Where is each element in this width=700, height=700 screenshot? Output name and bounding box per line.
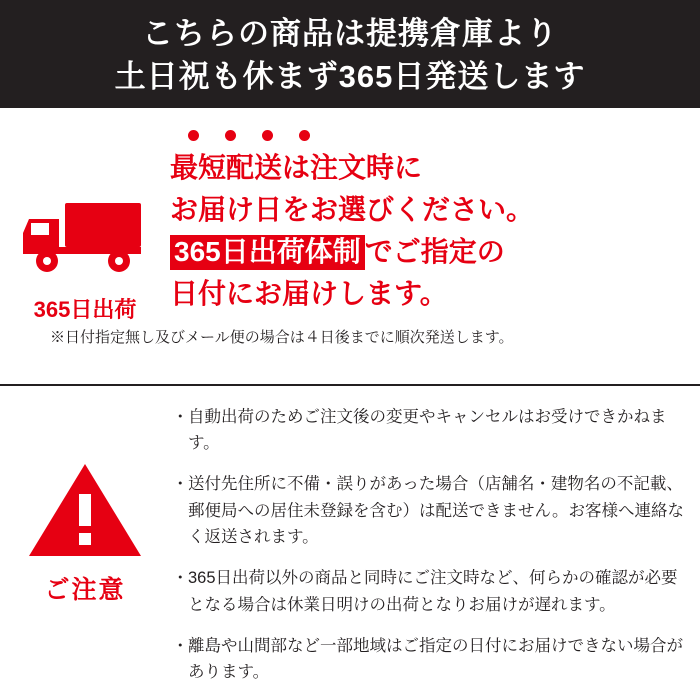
delivery-line-4: 日付にお届けします。 <box>170 277 448 309</box>
delivery-highlight: 365日出荷体制 <box>170 235 365 270</box>
notice-list <box>170 400 700 700</box>
delivery-line-3-rest: でご指定の <box>364 235 505 267</box>
dot-1 <box>188 130 199 141</box>
dot-2 <box>225 130 236 141</box>
delivery-text-column <box>50 108 700 384</box>
list-item-text: 離島や山間部など一部地域はご指定の日付にお届けできない場合があります。 <box>188 636 683 682</box>
list-item-text: 365日出荷以外の商品と同時にご注文時など、何らかの確認が必要となる場合は休業日明けの出荷となりお届けが遅れます。 <box>188 569 678 614</box>
delivery-section <box>0 108 700 386</box>
notice-icon-column <box>0 400 170 700</box>
truck-label: 365日出荷 <box>33 297 137 323</box>
bullet-icon: ・ <box>172 407 189 426</box>
header-band <box>0 0 700 108</box>
bullet-icon: ・ <box>172 569 189 588</box>
list-item-text: 自動出荷のためご注文後の変更やキャンセルはお受けできかねます。 <box>188 407 667 453</box>
notice-label: ご注意 <box>44 575 126 604</box>
list-item-text: 送付先住所に不備・誤りがあった場合（店舗名・建物名の不記載、郵便局への居住未登録を含む）は配送できません。お客様へ連絡なく返送されます。 <box>188 474 684 547</box>
list-item <box>172 404 684 457</box>
delivery-truck-icon <box>19 189 151 279</box>
dot-3 <box>262 130 273 141</box>
delivery-line-1: 最短配送は注文時に <box>170 151 423 183</box>
delivery-note: ※日付指定無し及びメール便の場合は４日後までに順次発送します。 <box>50 328 514 346</box>
header-line-1: こちらの商品は提携倉庫より <box>142 16 558 51</box>
header-line-2: 土日祝も休まず365日発送します <box>114 58 586 94</box>
bullet-icon: ・ <box>172 474 189 493</box>
list-item <box>172 471 684 551</box>
delivery-line-2: お届け日をお選びください。 <box>170 193 535 225</box>
dot-4 <box>299 130 310 141</box>
delivery-line-3 <box>170 231 682 273</box>
list-item <box>172 565 684 618</box>
decorative-dots <box>188 130 682 141</box>
list-item <box>172 633 684 686</box>
bullet-icon: ・ <box>172 636 189 655</box>
notice-section <box>0 386 700 700</box>
warning-triangle-icon <box>27 460 143 560</box>
